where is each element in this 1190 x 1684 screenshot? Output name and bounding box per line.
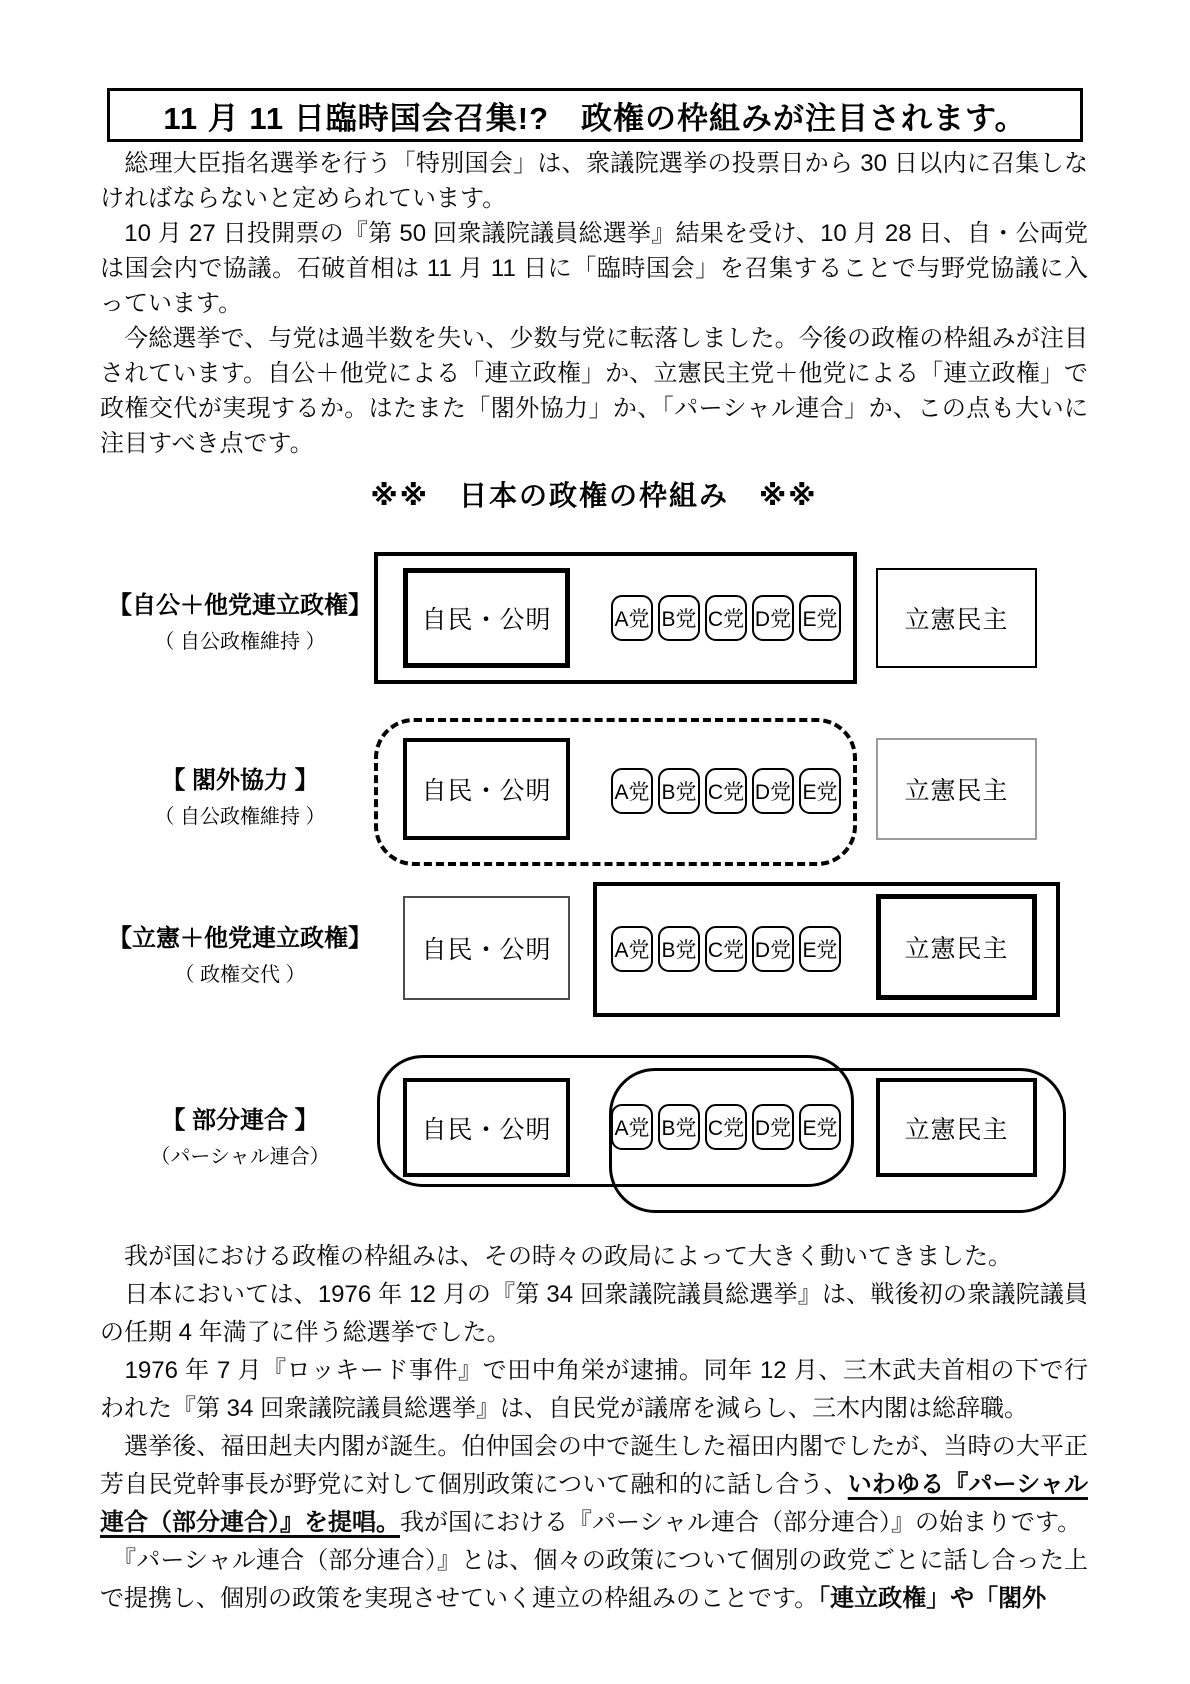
party-a-box: A党: [611, 595, 653, 641]
party-e-box: E党: [799, 926, 841, 972]
party-b-box: B党: [658, 768, 700, 814]
party-e-box: E党: [799, 768, 841, 814]
row2-label-sub: （ 自公政権維持 ）: [154, 806, 326, 828]
body-p5-plain: 『パーシャル連合（部分連合）』とは、個々の政策について個別の政党ごとに話し合った上で提携し、個別の政策を実現させていく連立の枠組みのことです。: [100, 1547, 1088, 1612]
row2-label-main: 【 閣外協力 】: [161, 767, 319, 794]
body-p4-bold-underline: いわゆる『パーシャル連合（部分連合）』を提唱。: [100, 1471, 1088, 1536]
party-b-box: B党: [658, 595, 700, 641]
party-c-box: C党: [705, 595, 747, 641]
party-b-box: B党: [658, 926, 700, 972]
body-paragraph-4: [100, 1428, 1088, 1542]
row1-cdp-box: 立憲民主: [876, 568, 1037, 668]
body-p4-plain-end: 我が国における『パーシャル連合（部分連合）』の始まりです。: [400, 1509, 1082, 1536]
row4-ldp-komei-box: 自民・公明: [403, 1078, 570, 1177]
row3-label-rikken-coalition: [100, 918, 380, 987]
intro-text-block: [100, 146, 1088, 461]
row1-other-parties-group: [611, 595, 841, 641]
row3-label-main: 【立憲＋他党連立政権】: [108, 925, 372, 952]
intro-paragraph-3: 今総選挙で、与党は過半数を失い、少数与党に転落しました。今後の政権の枠組みが注目されています。自公＋他党による「連立政権」か、立憲民主党＋他党による「連立政権」で政権交代が実現するか。はたまた「閣外協力」か、「パーシャル連合」か、この点も大いに注目すべき点です。: [100, 325, 1088, 457]
headline-banner: [107, 88, 1083, 142]
body-p5-bold: 「連立政権」や「閣外: [818, 1585, 1047, 1612]
row2-other-parties-group: [611, 768, 841, 814]
headline-text: 11 月 11 日臨時国会召集!? 政権の枠組みが注目されます。: [163, 100, 1027, 136]
row1-label-jiko-coalition: [100, 585, 380, 654]
history-text-block: [100, 1238, 1088, 1618]
row4-other-parties-group: [611, 1104, 841, 1150]
party-e-box: E党: [799, 595, 841, 641]
row4-cdp-box: 立憲民主: [876, 1078, 1037, 1177]
body-paragraph-3: 1976 年 7 月『ロッキード事件』で田中角栄が逮捕。同年 12 月、三木武夫首相の下で行われた『第 34 回衆議院議員総選挙』は、自民党が議席を減らし、三木内閣は総辞職。: [100, 1357, 1088, 1422]
row3-ldp-komei-box: 自民・公明: [403, 896, 570, 1000]
party-e-box: E党: [799, 1104, 841, 1150]
party-b-box: B党: [658, 1104, 700, 1150]
row2-cdp-box: 立憲民主: [876, 738, 1037, 840]
party-a-box: A党: [611, 768, 653, 814]
row4-label-sub: （パーシャル連合）: [150, 1146, 330, 1168]
row3-cdp-box: 立憲民主: [876, 894, 1037, 1000]
row1-label-sub: （ 自公政権維持 ）: [154, 631, 326, 653]
row4-label-main: 【 部分連合 】: [161, 1107, 319, 1134]
row2-ldp-komei-box: 自民・公明: [403, 738, 570, 840]
party-d-box: D党: [752, 595, 794, 641]
party-c-box: C党: [705, 926, 747, 972]
party-c-box: C党: [705, 1104, 747, 1150]
intro-paragraph-2: 10 月 27 日投開票の『第 50 回衆議院議員総選挙』結果を受け、10 月 28 日、自・公両党は国会内で協議。石破首相は 11 月 11 日に「臨時国会」を召集することで与野党協議に入っています。: [100, 220, 1088, 317]
body-p4-plain-start: 選挙後、福田赳夫内閣が誕生。伯仲国会の中で誕生した福田内閣でしたが、当時の大平正芳自民党幹事長が野党に対して個別政策について融和的に話し合う、: [100, 1433, 1088, 1498]
body-paragraph-2: 日本においては、1976 年 12 月の『第 34 回衆議院議員総選挙』は、戦後初の衆議院議員の任期 4 年満了に伴う総選挙でした。: [100, 1281, 1088, 1346]
diagram-title: ※※ 日本の政権の枠組み ※※: [370, 480, 818, 511]
party-d-box: D党: [752, 926, 794, 972]
body-paragraph-1: 我が国における政権の枠組みは、その時々の政局によって大きく動いてきました。: [100, 1243, 1012, 1270]
intro-paragraph-1: 総理大臣指名選挙を行う「特別国会」は、衆議院選挙の投票日から 30 日以内に召集しなければならないと定められています。: [100, 150, 1088, 212]
row4-label-partial-coalition: [100, 1100, 380, 1169]
row1-ldp-komei-box: 自民・公明: [403, 568, 570, 668]
row1-label-main: 【自公＋他党連立政権】: [108, 592, 372, 619]
body-paragraph-5: [100, 1542, 1088, 1618]
row3-other-parties-group: [611, 926, 841, 972]
row2-label-kakugai-kyoryoku: [100, 760, 380, 829]
party-a-box: A党: [611, 926, 653, 972]
party-d-box: D党: [752, 1104, 794, 1150]
party-d-box: D党: [752, 768, 794, 814]
party-a-box: A党: [611, 1104, 653, 1150]
row3-label-sub: （ 政権交代 ）: [174, 964, 306, 986]
party-c-box: C党: [705, 768, 747, 814]
